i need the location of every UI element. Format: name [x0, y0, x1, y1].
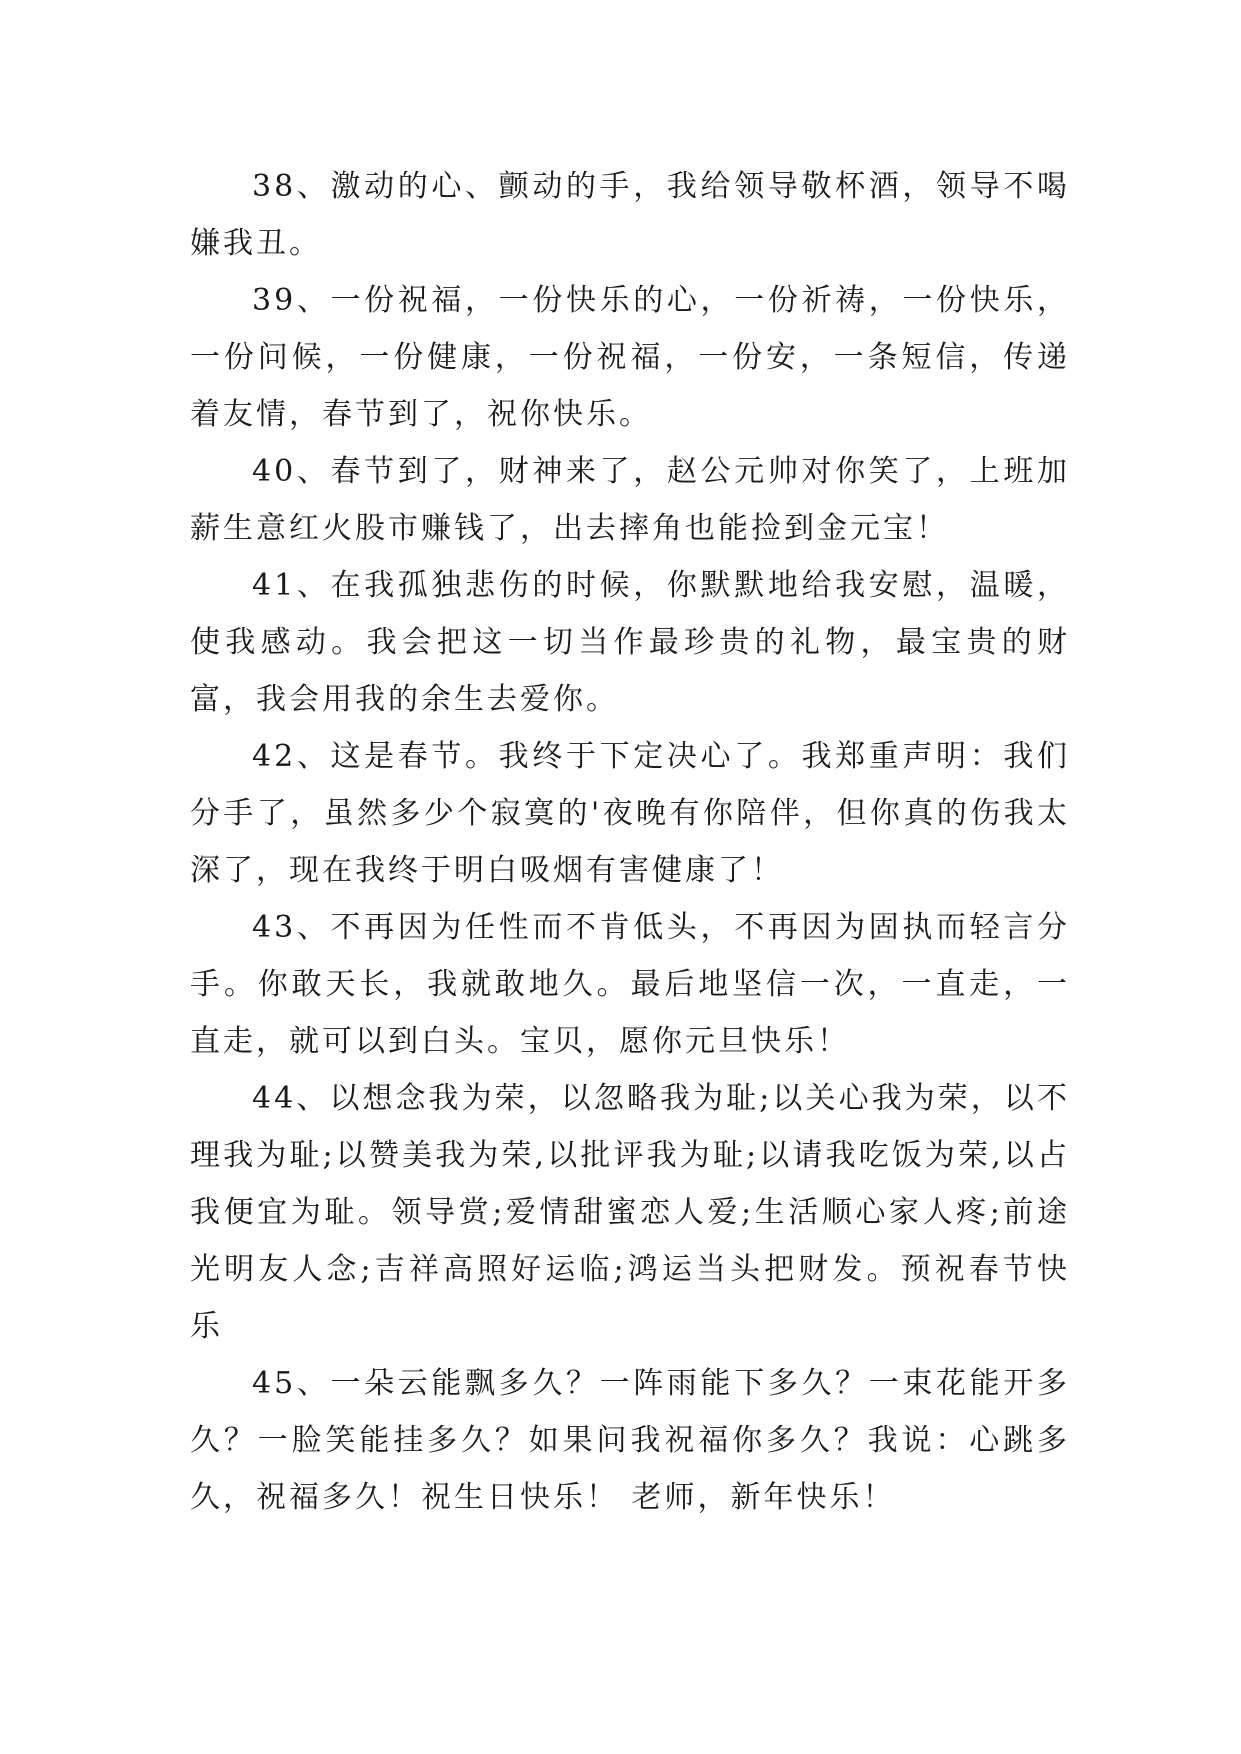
- paragraph-40: 40、春节到了，财神来了，赵公元帅对你笑了，上班加薪生意红火股市赚钱了，出去摔角也能捡到金元宝！: [190, 454, 1070, 546]
- paragraph-38: 38、激动的心、颤动的手，我给领导敬杯酒，领导不喝嫌我丑。: [190, 169, 1070, 261]
- paragraph-44: 44、以想念我为荣，以忽略我为耻;以关心我为荣，以不理我为耻;以赞美我为荣,以批评我为耻;以请我吃饭为荣,以占我便宜为耻。领导赏;爱情甜蜜恋人爱;生活顺心家人疼;前途光明友人念;吉祥高照好运临;鸿运当头把财发。预祝春节快乐: [190, 1081, 1070, 1344]
- paragraph-43: 43、不再因为任性而不肯低头，不再因为固执而轻言分手。你敢天长，我就敢地久。最后地坚信一次，一直走，一直走，就可以到白头。宝贝，愿你元旦快乐！: [190, 910, 1070, 1059]
- paragraph-39: 39、一份祝福，一份快乐的心，一份祈祷，一份快乐，一份问候，一份健康，一份祝福，一份安，一条短信，传递着友情，春节到了，祝你快乐。: [190, 283, 1070, 432]
- paragraph-42: 42、这是春节。我终于下定决心了。我郑重声明：我们分手了，虽然多少个寂寞的'夜晚有你陪伴，但你真的伤我太深了，现在我终于明白吸烟有害健康了！: [190, 739, 1070, 888]
- document-body: [190, 158, 1070, 1526]
- paragraph-45: 45、一朵云能飘多久？一阵雨能下多久？一束花能开多久？一脸笑能挂多久？如果问我祝福你多久？我说：心跳多久，祝福多久！祝生日快乐！ 老师，新年快乐！: [190, 1366, 1070, 1515]
- paragraph-41: 41、在我孤独悲伤的时候，你默默地给我安慰，温暖，使我感动。我会把这一切当作最珍贵的礼物，最宝贵的财富，我会用我的余生去爱你。: [190, 568, 1070, 717]
